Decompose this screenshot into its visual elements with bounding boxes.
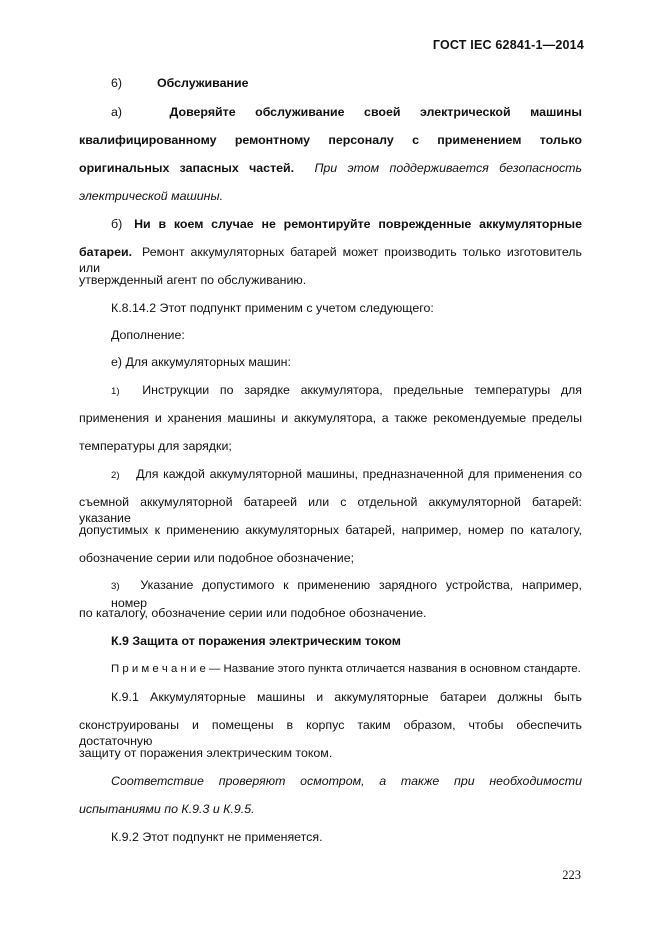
section-number: 6) xyxy=(111,76,123,90)
k9-note xyxy=(111,661,582,677)
section-6-heading xyxy=(111,75,582,91)
k8142-intro: К.8.14.2 Этот подпункт применим с учетом следующего: xyxy=(111,301,434,315)
compliance-line-1: Соответствие проверяют осмотром, а также при необходимости xyxy=(111,774,582,788)
addition-label: Дополнение: xyxy=(111,328,185,342)
item-1-marker: 1) xyxy=(111,386,120,397)
item-2-marker: 2) xyxy=(111,470,120,481)
k9-heading: К.9 Защита от поражения электрическим током xyxy=(111,634,401,648)
item-e: е) Для аккумуляторных машин: xyxy=(111,355,291,369)
item-a-marker: а) xyxy=(111,105,123,119)
page-number: 223 xyxy=(562,868,581,882)
item-a-line-2: квалифицированному ремонтному персоналу с применением только xyxy=(79,133,582,147)
item-a-line-3: оригинальных запасных частей. При этом поддерживается безопасность xyxy=(79,161,582,175)
section-title: Обслуживание xyxy=(157,76,249,90)
item-3-line-2: по каталогу, обозначение серии или подобное обозначение. xyxy=(79,606,427,620)
item-3-line-1: 3) Указание допустимого к применению зарядного устройства, например, номер xyxy=(111,578,582,610)
item-2-line-4: обозначение серии или подобное обозначение; xyxy=(79,551,355,565)
item-1-line-1: 1) Инструкции по зарядке аккумулятора, предельные температуры для xyxy=(111,383,582,397)
item-3-marker: 3) xyxy=(111,581,120,592)
note-label: П р и м е ч а н и е xyxy=(111,663,206,675)
item-1-line-3: температуры для зарядки; xyxy=(79,439,232,453)
item-1-line-2: применения и хранения машины и аккумулятора, а также рекомендуемые пределы xyxy=(79,411,582,425)
k91-line-3: защиту от поражения электрическим током. xyxy=(79,746,333,760)
item-2-line-3: допустимых к применению аккумуляторных батарей, например, номер по каталогу, xyxy=(79,523,582,537)
item-a-line-4: электрической машины. xyxy=(79,189,224,203)
k91-line-1: К.9.1 Аккумуляторные машины и аккумуляторные батареи должны быть xyxy=(111,690,582,704)
standard-header: ГОСТ IEC 62841-1—2014 xyxy=(432,38,584,52)
k91-line-2: сконструированы и помещены в корпус таким образом, чтобы обеспечить достаточную xyxy=(79,718,582,748)
item-b-line-3: утвержденный агент по обслуживанию. xyxy=(79,273,307,287)
item-b-line-2: батареи. Ремонт аккумуляторных батарей может производить только изготовитель или xyxy=(79,245,582,275)
item-b-line-1: б) Ни в коем случае не ремонтируйте поврежденные аккумуляторные xyxy=(111,217,582,231)
item-b-marker: б) xyxy=(111,217,123,231)
item-2-line-2: съемной аккумуляторной батареей или с отдельной аккумуляторной батарей: указание xyxy=(79,495,582,525)
item-2-line-1: 2) Для каждой аккумуляторной машины, предназначенной для применения со xyxy=(111,467,582,481)
item-a-line-1: а) Доверяйте обслуживание своей электрической машины xyxy=(111,105,582,119)
k92-text: К.9.2 Этот подпункт не применяется. xyxy=(111,830,323,844)
compliance-line-2: испытаниями по К.9.3 и К.9.5. xyxy=(79,802,255,816)
note-text: — Название этого пункта отличается названия в основном стандарте. xyxy=(205,663,581,675)
